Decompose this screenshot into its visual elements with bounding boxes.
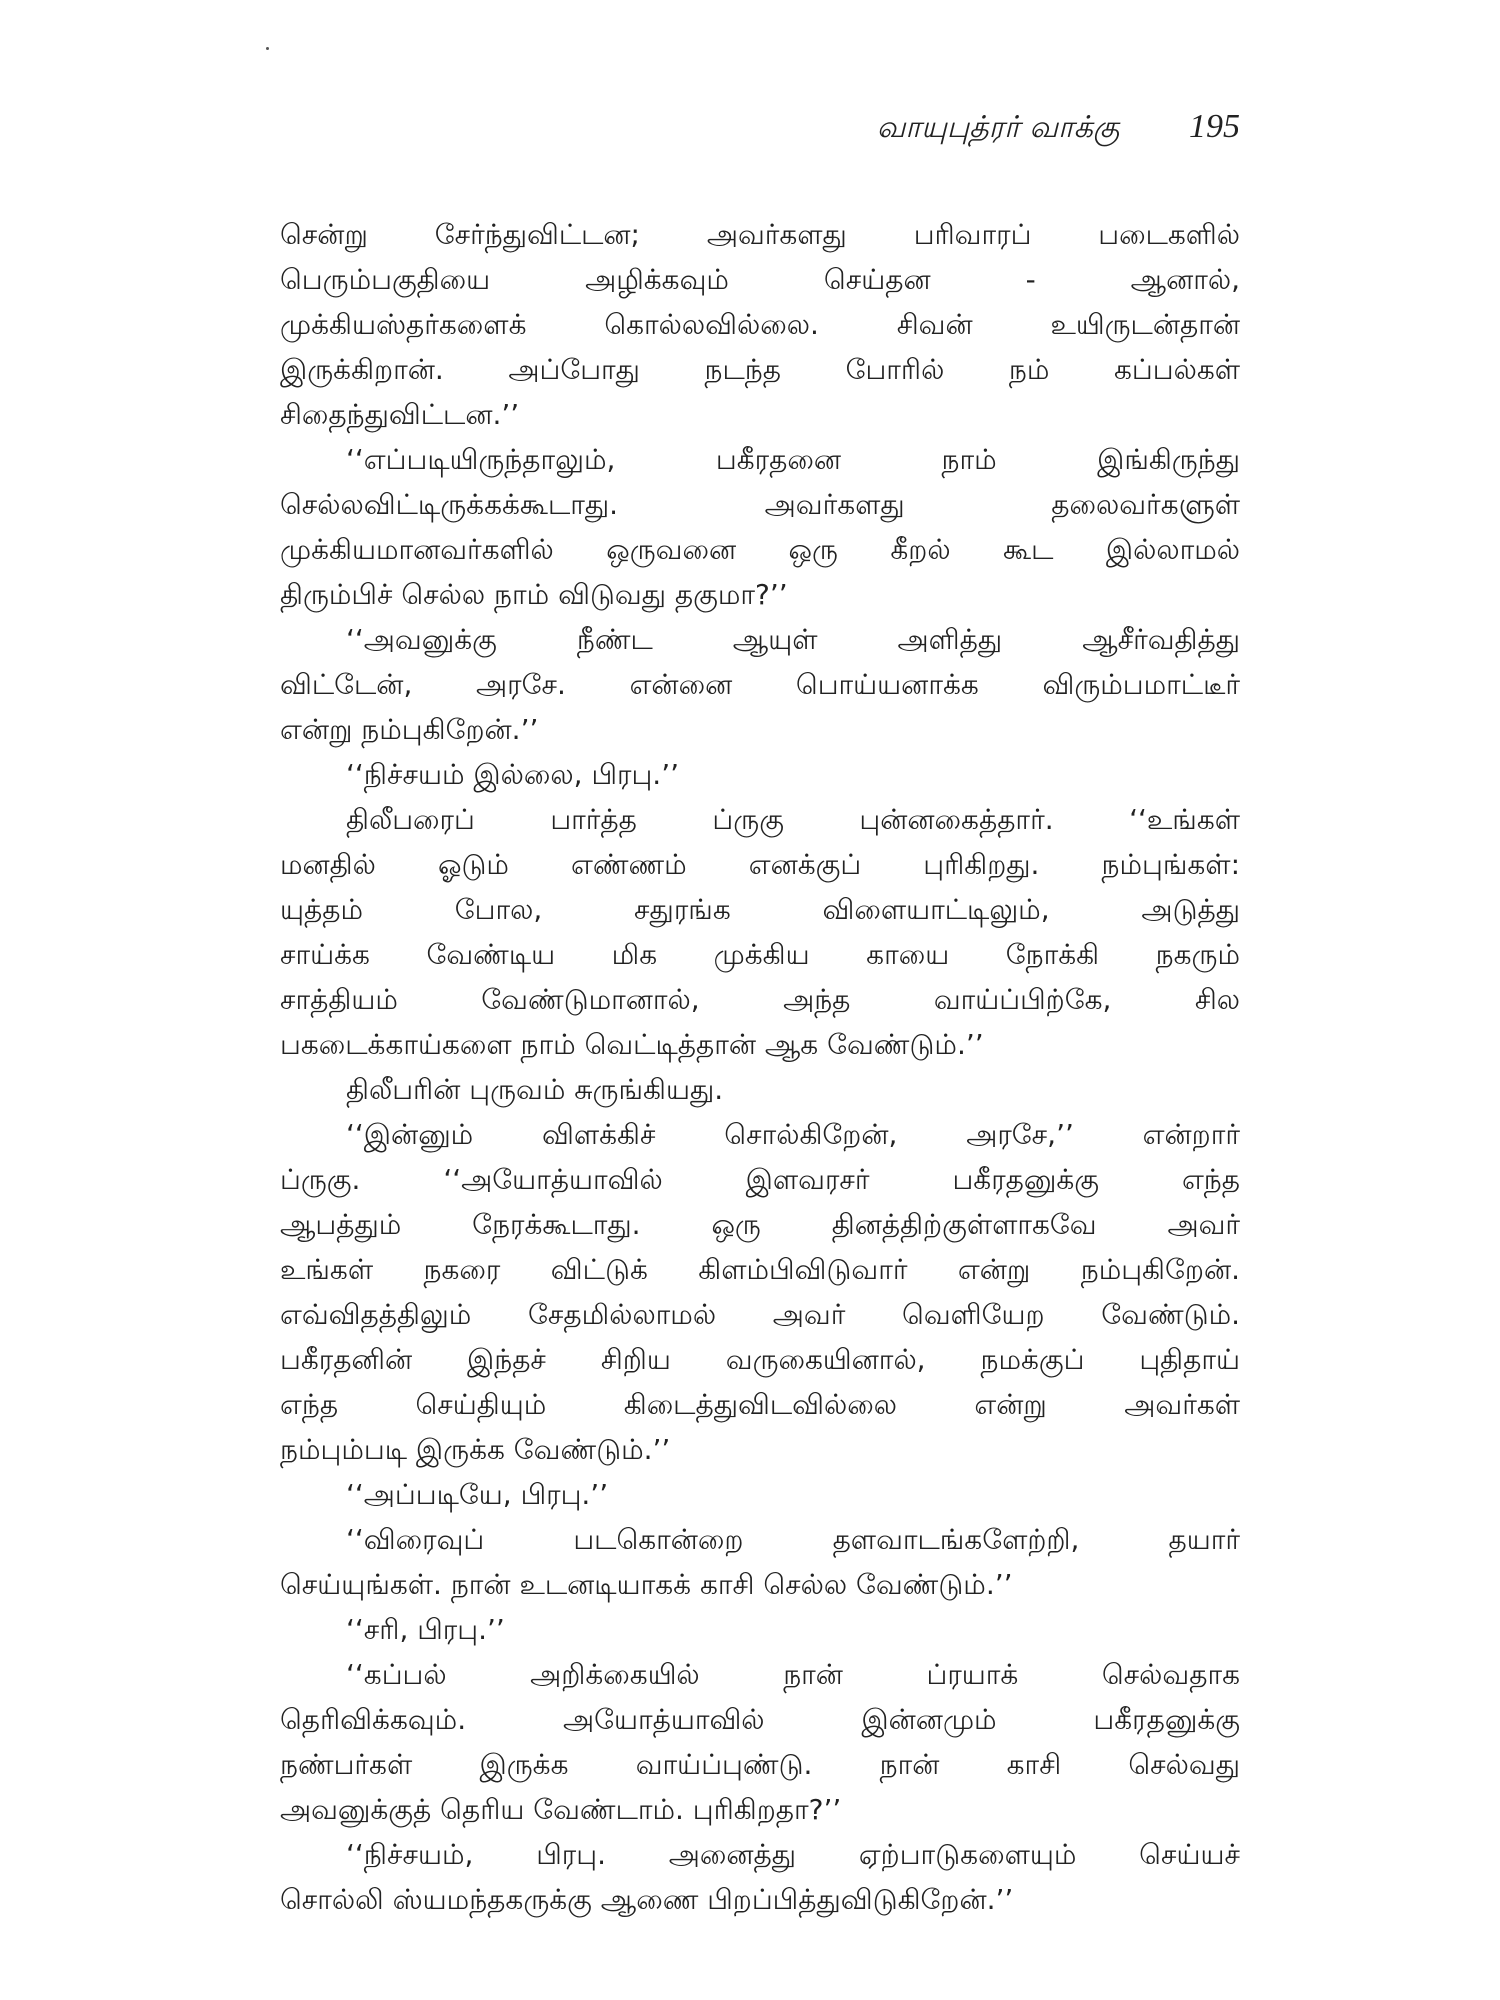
text-line: சாத்தியம் வேண்டுமானால், அந்த வாய்ப்பிற்கே, சில — [280, 983, 1240, 1016]
text-line: பகீரதனின் இந்தச் சிறிய வருகையினால், நமக்குப் புதிதாய் — [280, 1343, 1240, 1376]
text-line: ‘‘அவனுக்கு நீண்ட ஆயுள் அளித்து ஆசீர்வதித்து — [346, 623, 1240, 656]
text-line: விட்டேன், அரசே. என்னை பொய்யனாக்க விரும்பமாட்டீர் — [280, 668, 1240, 701]
text-line: திலீபரைப் பார்த்த ப்ருகு புன்னகைத்தார். ‘‘உங்கள் — [346, 803, 1240, 836]
text-line: ப்ருகு. ‘‘அயோத்யாவில் இளவரசர் பகீரதனுக்கு எந்த — [280, 1163, 1240, 1196]
text-line: ‘‘கப்பல் அறிக்கையில் நான் ப்ரயாக் செல்வதாக — [346, 1658, 1240, 1691]
text-line: சாய்க்க வேண்டிய மிக முக்கிய காயை நோக்கி நகரும் — [280, 938, 1240, 971]
text-line: ‘‘விரைவுப் படகொன்றை தளவாடங்களேற்றி, தயார் — [346, 1523, 1240, 1556]
text-line: ஆபத்தும் நேரக்கூடாது. ஒரு தினத்திற்குள்ளாகவே அவர் — [280, 1208, 1240, 1241]
text-line: இருக்கிறான். அப்போது நடந்த போரில் நம் கப்பல்கள் — [280, 353, 1240, 386]
text-line: சொல்லி ஸ்யமந்தகருக்கு ஆணை பிறப்பித்துவிடுகிறேன்.’’ — [280, 1883, 1014, 1916]
text-line: எந்த செய்தியும் கிடைத்துவிடவில்லை என்று அவர்கள் — [280, 1388, 1240, 1421]
page-number: 195 — [1189, 108, 1240, 145]
text-line: ‘‘எப்படியிருந்தாலும், பகீரதனை நாம் இங்கிருந்து — [346, 443, 1240, 476]
text-line: திரும்பிச் செல்ல நாம் விடுவது தகுமா?’’ — [280, 578, 788, 611]
text-line: தெரிவிக்கவும். அயோத்யாவில் இன்னமும் பகீரதனுக்கு — [280, 1703, 1240, 1736]
text-line: ‘‘இன்னும் விளக்கிச் சொல்கிறேன், அரசே,’’ என்றார் — [346, 1118, 1240, 1151]
text-line: நம்பும்படி இருக்க வேண்டும்.’’ — [280, 1433, 671, 1466]
text-line: ‘‘சரி, பிரபு.’’ — [346, 1613, 505, 1646]
text-line: செல்லவிட்டிருக்கக்கூடாது. அவர்களது தலைவர்களுள் — [280, 488, 1240, 521]
chapter-title: வாயுபுத்ரர் வாக்கு — [876, 110, 1120, 145]
text-line: என்று நம்புகிறேன்.’’ — [280, 713, 539, 746]
text-line: முக்கியஸ்தர்களைக் கொல்லவில்லை. சிவன் உயிருடன்தான் — [280, 308, 1240, 341]
text-line: சிதைந்துவிட்டன.’’ — [280, 398, 520, 431]
text-line: சென்று சேர்ந்துவிட்டன; அவர்களது பரிவாரப் படைகளில் — [280, 218, 1240, 251]
scan-speck — [266, 47, 269, 50]
text-line: முக்கியமானவர்களில் ஒருவனை ஒரு கீறல் கூட இல்லாமல் — [280, 533, 1240, 566]
text-line: ‘‘நிச்சயம் இல்லை, பிரபு.’’ — [346, 758, 679, 791]
text-line: செய்யுங்கள். நான் உடனடியாகக் காசி செல்ல வேண்டும்.’’ — [280, 1568, 1013, 1601]
body-text — [280, 212, 1240, 1922]
text-line: மனதில் ஓடும் எண்ணம் எனக்குப் புரிகிறது. நம்புங்கள்: — [280, 848, 1240, 881]
text-line: எவ்விதத்திலும் சேதமில்லாமல் அவர் வெளியேற வேண்டும். — [280, 1298, 1240, 1331]
text-line: ‘‘அப்படியே, பிரபு.’’ — [346, 1478, 609, 1511]
text-line: யுத்தம் போல, சதுரங்க விளையாட்டிலும், அடுத்து — [280, 893, 1240, 926]
text-line: பெரும்பகுதியை அழிக்கவும் செய்தன - ஆனால், — [280, 263, 1240, 296]
text-line: அவனுக்குத் தெரிய வேண்டாம். புரிகிறதா?’’ — [280, 1793, 842, 1826]
text-line: நண்பர்கள் இருக்க வாய்ப்புண்டு. நான் காசி செல்வது — [280, 1748, 1240, 1781]
text-line: ‘‘நிச்சயம், பிரபு. அனைத்து ஏற்பாடுகளையும் செய்யச் — [346, 1838, 1240, 1871]
text-line: பகடைக்காய்களை நாம் வெட்டித்தான் ஆக வேண்டும்.’’ — [280, 1028, 984, 1061]
running-header — [280, 108, 1240, 154]
text-line: திலீபரின் புருவம் சுருங்கியது. — [346, 1073, 724, 1106]
text-line: உங்கள் நகரை விட்டுக் கிளம்பிவிடுவார் என்று நம்புகிறேன். — [280, 1253, 1240, 1286]
